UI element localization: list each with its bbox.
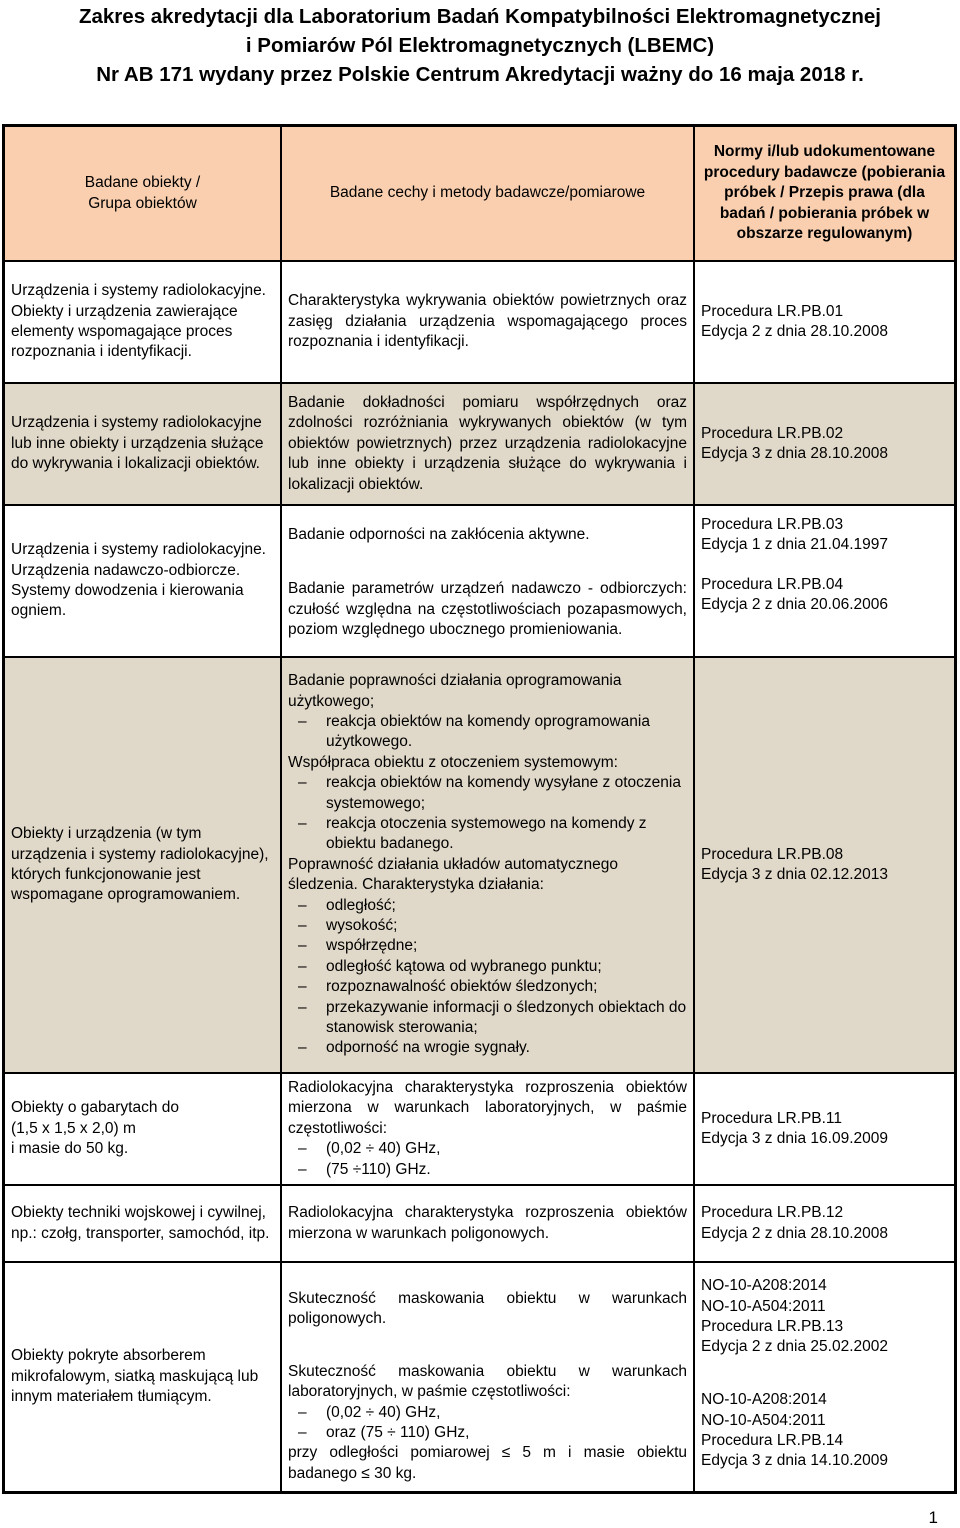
header-standards: Normy i/lub udokumentowane procedury badawcze (pobierania próbek / Przepis prawa (dla badań / pobierania próbek w obszarze regulowanym): [703, 143, 946, 243]
list-item: – reakcja otoczenia systemowego na komendy z obiektu badanego.: [288, 814, 687, 855]
list-item: – odporność na wrogie sygnały.: [288, 1038, 687, 1058]
dash-icon: –: [298, 712, 307, 730]
procedure-name: Procedura LR.PB.04: [701, 575, 844, 593]
procedure-name: Procedura LR.PB.01: [701, 302, 844, 320]
title-line-2: i Pomiarów Pól Elektromagnetycznych (LBEMC): [245, 34, 715, 57]
row-objects: Urządzenia i systemy radiolokacyjne lub inne obiekty i urządzenia służące do wykrywania i lokalizacji obiektów.: [11, 414, 264, 473]
row-standards-b: [695, 1371, 954, 1491]
standard-ref: NO-10-A504:2011: [701, 1411, 826, 1429]
procedure-name: Procedura LR.PB.08: [701, 845, 844, 863]
list-item: – wysokość;: [288, 916, 687, 936]
document-title: [0, 2, 960, 89]
procedure-edition: Edycja 2 z dnia 25.02.2002: [701, 1338, 888, 1356]
procedure-edition: Edycja 3 z dnia 02.12.2013: [701, 866, 888, 883]
row-methods: Radiolokacyjna charakterystyka rozproszenia obiektów mierzona w warunkach poligonowych.: [288, 1204, 687, 1242]
list-item: – reakcja obiektów na komendy oprogramowania użytkowego.: [288, 712, 687, 753]
procedure-name: Procedura LR.PB.02: [701, 424, 844, 442]
dash-icon: –: [298, 814, 307, 832]
row-procedure: [695, 1074, 954, 1184]
procedure-edition: Edycja 3 z dnia 16.09.2009: [701, 1130, 888, 1147]
procedure-edition: Edycja 2 z dnia 28.10.2008: [701, 1224, 888, 1242]
list-item: – (0,02 ÷ 40) GHz,: [288, 1139, 687, 1159]
row-methods: Badanie dokładności pomiaru współrzędnych oraz zdolności rozróżniania wykrywanych obiektów (w tym obiektów powietrznych) przez urządzenia radiolokacyjne lub inne obiekty i urządzenia służące do wykrywania i lokalizacji obiektów.: [288, 393, 687, 493]
dash-icon: –: [298, 998, 307, 1016]
row-methods-a: Badanie odporności na zakłócenia aktywne.: [288, 525, 590, 543]
title-line-1: Zakres akredytacji dla Laboratorium Badań Kompatybilności Elektromagnetycznej: [78, 5, 882, 28]
row-methods: [282, 1074, 693, 1184]
dash-icon: –: [298, 917, 307, 935]
procedure-edition: Edycja 3 z dnia 14.10.2009: [701, 1452, 888, 1470]
table-header: [5, 127, 954, 260]
row-methods-a: Skuteczność maskowania obiektu w warunkach poligonowych.: [288, 1289, 687, 1327]
procedure-edition: Edycja 3 z dnia 28.10.2008: [701, 445, 888, 462]
row-objects: Obiekty techniki wojskowej i cywilnej, np.: czołg, transporter, samochód, itp.: [11, 1204, 270, 1242]
standard-ref: NO-10-A208:2014: [701, 1391, 827, 1409]
standard-ref: NO-10-A208:2014: [701, 1277, 827, 1295]
procedure-edition: Edycja 1 z dnia 21.04.1997: [701, 536, 888, 553]
table-row: [5, 260, 954, 382]
procedure-name: Procedura LR.PB.13: [701, 1318, 844, 1335]
table-row: [5, 382, 954, 504]
row-methods: [282, 658, 693, 1072]
page-number: 1: [928, 1508, 938, 1527]
row-procedure: [695, 658, 954, 1072]
dash-icon: –: [298, 1140, 307, 1158]
procedure-edition: Edycja 2 z dnia 28.10.2008: [701, 323, 888, 340]
row-procedure: [695, 1186, 954, 1261]
list-item: – odległość;: [288, 896, 687, 916]
row-procedure: [695, 384, 954, 504]
method-paragraph: Poprawność działania układów automatycznego śledzenia. Charakterystyka działania:: [288, 855, 619, 894]
row-procedure: [695, 262, 954, 382]
header-objects: Badane obiekty / Grupa obiektów: [84, 174, 201, 212]
title-line-3: Nr AB 171 wydany przez Polskie Centrum Akredytacji ważny do 16 maja 2018 r.: [96, 63, 864, 86]
row-procedure-a: [695, 506, 954, 564]
row-standards-a: [695, 1263, 954, 1371]
list-item: – oraz (75 ÷ 110) GHz,: [288, 1423, 687, 1443]
method-paragraph: przy odległości pomiarowej ≤ 5 m i masie obiektu badanego ≤ 30 kg.: [288, 1444, 687, 1482]
procedure-name: Procedura LR.PB.14: [701, 1432, 844, 1449]
table-row: [5, 504, 954, 656]
row-methods-b: [282, 1355, 693, 1491]
standard-ref: NO-10-A504:2011: [701, 1297, 826, 1315]
row-objects: Obiekty pokryte absorberem mikrofalowym, siatką maskującą lub innym materiałem tłumiącym.: [11, 1347, 259, 1406]
procedure-name: Procedura LR.PB.03: [701, 515, 844, 533]
procedure-name: Procedura LR.PB.12: [701, 1204, 844, 1222]
table-row: [5, 1072, 954, 1184]
method-paragraph: Współpraca obiektu z otoczeniem systemowym:: [288, 753, 618, 771]
list-item: – przekazywanie informacji o śledzonych obiektach do stanowisk sterowania;: [288, 998, 687, 1039]
table-row: [5, 1261, 954, 1491]
dash-icon: –: [298, 1160, 307, 1178]
list-item: – reakcja obiektów na komendy wysyłane z otoczenia systemowego;: [288, 773, 687, 814]
accreditation-table: [2, 124, 957, 1494]
header-methods: Badane cechy i metody badawcze/pomiarowe: [329, 184, 646, 202]
table-row: [5, 656, 954, 1072]
method-paragraph: Skuteczność maskowania obiektu w warunkach laboratoryjnych, w paśmie częstotliwości:: [288, 1362, 687, 1401]
dash-icon: –: [298, 896, 307, 914]
dash-icon: –: [298, 957, 307, 975]
list-item: – (75 ÷110) GHz.: [288, 1160, 687, 1180]
list-item: – (0,02 ÷ 40) GHz,: [288, 1403, 687, 1423]
row-objects: Obiekty o gabarytach do (1,5 x 1,5 x 2,0) m i masie do 50 kg.: [11, 1099, 180, 1158]
procedure-edition: Edycja 2 z dnia 20.06.2006: [701, 596, 888, 613]
row-objects: Obiekty i urządzenia (w tym urządzenia i systemy radiolokacyjne), których funkcjonowanie jest wspomagane oprogramowaniem.: [11, 825, 269, 904]
row-methods-b: Badanie parametrów urządzeń nadawczo - odbiorczych: czułość względna na częstotliwościach pozapasmowych, poziom względnego ubocznego promieniowania.: [288, 580, 687, 639]
dash-icon: –: [298, 774, 307, 792]
row-objects: Urządzenia i systemy radiolokacyjne. Urządzenia nadawczo-odbiorcze. Systemy dowodzenia i kierowania ogniem.: [11, 541, 266, 620]
dash-icon: –: [298, 1039, 307, 1057]
list-item: – rozpoznawalność obiektów śledzonych;: [288, 977, 687, 997]
dash-icon: –: [298, 937, 307, 955]
dash-icon: –: [298, 978, 307, 996]
procedure-name: Procedura LR.PB.11: [701, 1109, 843, 1127]
method-paragraph: Badanie poprawności działania oprogramowania użytkowego;: [288, 672, 622, 710]
list-item: – odległość kątowa od wybranego punktu;: [288, 957, 687, 977]
row-objects: Urządzenia i systemy radiolokacyjne. Obiekty i urządzenia zawierające elementy wspomagające proces rozpoznania i identyfikacji.: [11, 282, 266, 361]
dash-icon: –: [298, 1424, 307, 1441]
row-methods: Charakterystyka wykrywania obiektów powietrznych oraz zasięg działania urządzenia wspomagającego proces rozpoznania i identyfikacji.: [288, 292, 687, 351]
row-procedure-b: [695, 564, 954, 626]
list-item: – współrzędne;: [288, 936, 687, 956]
method-paragraph: Radiolokacyjna charakterystyka rozproszenia obiektów mierzona w warunkach laboratoryjnych, w paśmie częstotliwości:: [288, 1078, 687, 1137]
dash-icon: –: [298, 1403, 307, 1421]
table-row: [5, 1184, 954, 1261]
